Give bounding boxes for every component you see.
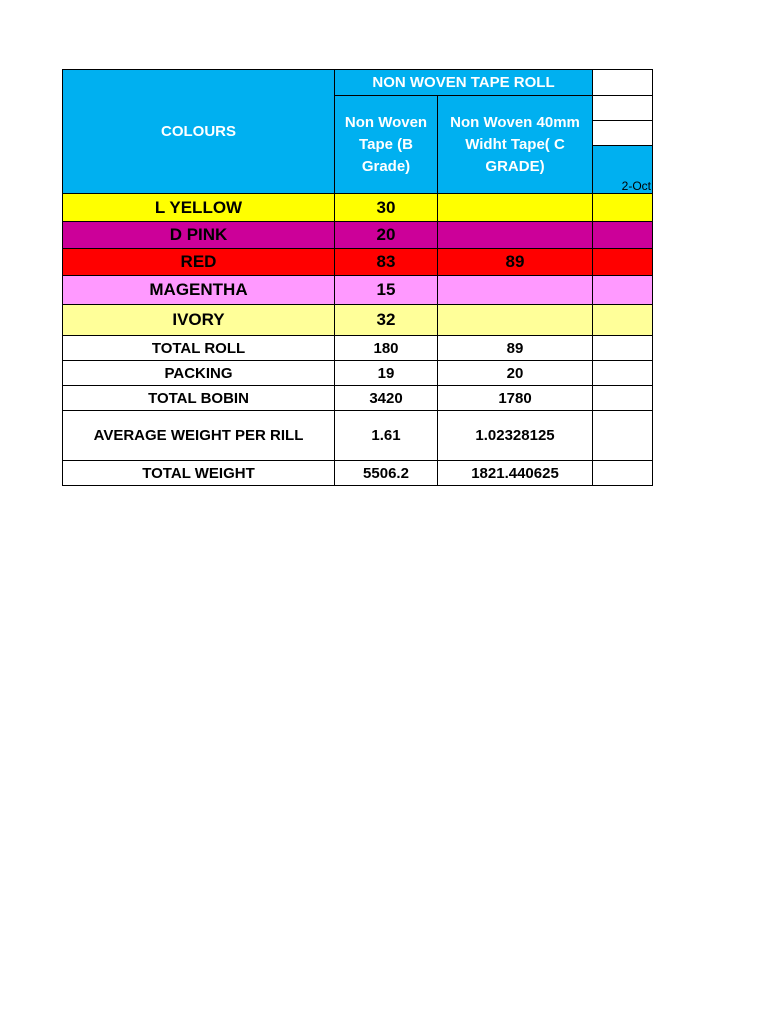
summary-label-cell[interactable]: TOTAL WEIGHT (63, 461, 335, 486)
colour-name-cell[interactable]: IVORY (63, 305, 335, 336)
c-grade-cell[interactable]: 89 (438, 336, 593, 361)
summary-row (63, 336, 653, 361)
b-grade-cell[interactable]: 19 (335, 361, 438, 386)
colour-row (63, 249, 653, 276)
blank-cell[interactable] (593, 70, 653, 96)
tape-roll-table (62, 69, 653, 486)
c-grade-cell[interactable] (438, 276, 593, 305)
summary-label-cell[interactable]: TOTAL ROLL (63, 336, 335, 361)
extra-cell[interactable] (593, 336, 653, 361)
colours-header: COLOURS (63, 70, 335, 194)
extra-cell[interactable] (593, 411, 653, 461)
c-grade-cell[interactable]: 1780 (438, 386, 593, 411)
b-grade-cell[interactable]: 5506.2 (335, 461, 438, 486)
summary-row (63, 411, 653, 461)
summary-row (63, 461, 653, 486)
b-grade-cell[interactable]: 83 (335, 249, 438, 276)
c-grade-cell[interactable] (438, 305, 593, 336)
summary-row (63, 386, 653, 411)
colour-row (63, 305, 653, 336)
c-grade-cell[interactable]: 1.02328125 (438, 411, 593, 461)
c-grade-cell[interactable] (438, 194, 593, 222)
extra-cell[interactable] (593, 276, 653, 305)
colour-row (63, 276, 653, 305)
blank-cell[interactable] (593, 121, 653, 146)
extra-cell[interactable] (593, 194, 653, 222)
summary-label-cell[interactable]: PACKING (63, 361, 335, 386)
extra-cell[interactable] (593, 305, 653, 336)
extra-cell[interactable] (593, 386, 653, 411)
date-cell: 2-Oct (593, 146, 653, 194)
b-grade-cell[interactable]: 3420 (335, 386, 438, 411)
extra-cell[interactable] (593, 361, 653, 386)
colour-name-cell[interactable]: RED (63, 249, 335, 276)
blank-cell[interactable] (593, 96, 653, 121)
c-grade-cell[interactable]: 20 (438, 361, 593, 386)
extra-cell[interactable] (593, 461, 653, 486)
extra-cell[interactable] (593, 249, 653, 276)
b-grade-cell[interactable]: 20 (335, 222, 438, 249)
colour-name-cell[interactable]: D PINK (63, 222, 335, 249)
summary-label-cell[interactable]: TOTAL BOBIN (63, 386, 335, 411)
group-header: NON WOVEN TAPE ROLL (335, 70, 593, 96)
c-grade-cell[interactable]: 1821.440625 (438, 461, 593, 486)
colour-row (63, 222, 653, 249)
b-grade-header: Non Woven Tape (B Grade) (335, 96, 438, 194)
c-grade-cell[interactable]: 89 (438, 249, 593, 276)
c-grade-header: Non Woven 40mm Widht Tape( C GRADE) (438, 96, 593, 194)
colour-name-cell[interactable]: MAGENTHA (63, 276, 335, 305)
colour-row (63, 194, 653, 222)
summary-label-cell[interactable]: AVERAGE WEIGHT PER RILL (63, 411, 335, 461)
b-grade-cell[interactable]: 1.61 (335, 411, 438, 461)
summary-row (63, 361, 653, 386)
c-grade-cell[interactable] (438, 222, 593, 249)
colour-name-cell[interactable]: L YELLOW (63, 194, 335, 222)
b-grade-cell[interactable]: 180 (335, 336, 438, 361)
b-grade-cell[interactable]: 30 (335, 194, 438, 222)
b-grade-cell[interactable]: 15 (335, 276, 438, 305)
b-grade-cell[interactable]: 32 (335, 305, 438, 336)
extra-cell[interactable] (593, 222, 653, 249)
